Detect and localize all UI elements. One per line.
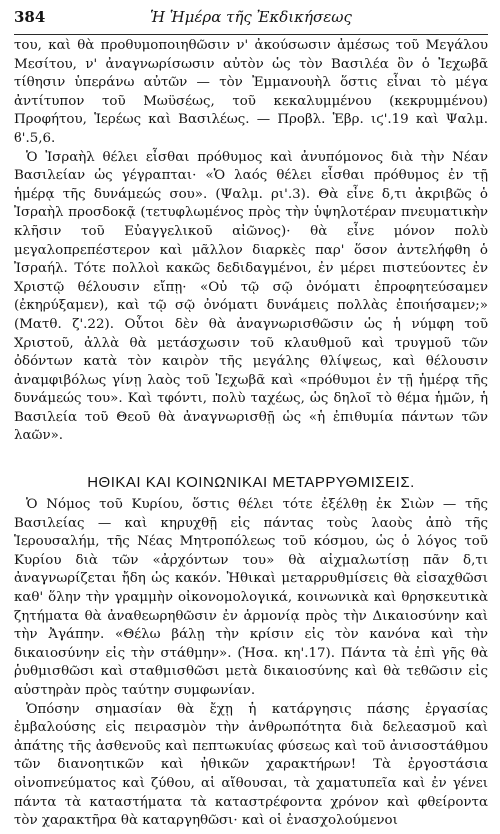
paragraph: Ὁ Ἰσραὴλ θέλει εἶσθαι πρόθυμος καὶ ἀνυπόμονος διὰ τὴν Νέαν Βασιλείαν ὡς γέγραπται· «Ὁ λαός θέλει εἶσθαι πρόθυμος ἐν τῇ ἡμέρᾳ τῆς δυνάμεώς σου». (Ψαλμ. ρι'.3). Θὰ εἶνε δ,τι ἀκριβῶς ὁ Ἰσραὴλ προσδοκᾷ (τετυφλωμένος πρὸς τὴν ὑψηλοτέραν πνευματικὴν κλῆσιν τοῦ Εὐαγγελικοῦ αἰῶνος)· θὰ εἶνε μόνον πολὺ μεγαλοπρεπέστερον καὶ μᾶλλον διαρκὲς παρ' ὅσον ἀντελήφθη ὁ Ἰσραήλ. Τότε πολλοὶ κακῶς δεδιδαγμένοι, ἐν μέρει πιστεύοντες ἐν Χριστῷ θέλουσιν εἴπῃ· «Οὐ τῷ σῷ ὀνόματι ἐπροφητεύσαμεν (ἐκηρύξαμεν), καὶ τῷ σῷ ὀνόματι δυνάμεις πολλὰς ἐποιήσαμεν;» (Ματθ. ζ'.22). Οὗτοι δὲν θὰ ἀναγνωρισθῶσιν ὡς ἡ νύμφη τοῦ Χριστοῦ, ἀλλὰ θὰ μετάσχωσιν τοῦ κλαυθμοῦ καὶ τρυγμοῦ τῶν ὀδόντων κατὰ τὸν καιρὸν τῆς μεγάλης θλίψεως, καὶ θέλουσιν ἀναμφιβόλως γίνῃ λαὸς τοῦ Ἰεχωβᾶ καὶ «πρόθυμοι ἐν τῇ ἡμέρᾳ τῆς δυνάμεώς του». Καὶ τφόντι, πολὺ ταχέως, ὡς δηλοῖ τὸ θέμα ἡμῶν, ἡ Βασιλεία τοῦ Θεοῦ θὰ ἀναγνωρισθῇ ὡς «ἡ ἐπιθυμία πάντων τῶν λαῶν». <box>14 149 488 444</box>
paragraph-continued: του, καὶ θὰ προθυμοποιηθῶσιν ν' ἀκούσωσιν ἀμέσως τοῦ Μεγάλου Μεσίτου, ν' ἀναγνωρίσωσιν αὐτὸν ὡς τὸν Βασιλέα ὃν ὁ Ἰεχωβᾶ τίθησιν ὑπεράνω αὐτῶν — τὸν Ἐμμανουὴλ ὅστις εἶναι τὸ μέγα ἀντίτυπον τοῦ Μωϋσέως, τοῦ κεκαλυμμένου (κεκρυμμένου) Προφήτου, Ἱερέως καὶ Βασιλέως. — Προβλ. Ἑβρ. ιϛ'.19 καὶ Ψαλμ. ϐ'.5,6. <box>14 38 488 146</box>
paragraph: Ὁ Νόμος τοῦ Κυρίου, ὅστις θέλει τότε ἐξέλθῃ ἐκ Σιὼν — τῆς Βασιλείας — καὶ κηρυχθῇ εἰς πάντας τοὺς λαοὺς ἀπὸ τῆς Ἱερουσαλήμ, τῆς Νέας Μητροπόλεως τοῦ κόσμου, ὡς ὁ λόγος τοῦ Κυρίου διὰ τῶν «ἀρχόντων του» θὰ αἰχμαλωτίσῃ πᾶν δ,τι ἀναγνωρίζεται ἤδη ὡς κακόν. Ἠθικαὶ μεταρρυθμίσεις θὰ εἰσαχθῶσι καθ' ὅλην τὴν γραμμὴν οἰκονομολογικά, κοινωνικὰ καὶ θρησκευτικὰ ζητήματα θὰ ἀναθεωρηθῶσιν ἐν ἁρμονίᾳ πρὸς τὴν Δικαιοσύνην καὶ τὴν Ἀγάπην. «Θέλω βάλῃ τὴν κρίσιν εἰς τὸν κανόνα καὶ τὴν δικαιοσύνην εἰς τὴν στάθμην». (Ἡσα. κη'.17). Πάντα τὰ ἐπὶ γῆς θὰ ῥυθμισθῶσι καὶ σταθμισθῶσι μετὰ δικαιοσύνης καὶ θὰ τεθῶσιν εἰς αὐστηρὰν πρὸς ταύτην συμφωνίαν. <box>14 497 488 698</box>
running-title: Ἡ Ἡμέρα τῆς Ἐκδικήσεως <box>150 8 352 26</box>
page-number: 384 <box>14 8 46 26</box>
section-heading: ΗΘΙΚΑΙ ΚΑΙ ΚΟΙΝΩΝΙΚΑΙ ΜΕΤΑΡΡΥΘΜΙΣΕΙΣ. <box>87 474 415 492</box>
page-header <box>14 6 488 35</box>
paragraph: Ὁπόσην σημασίαν θὰ ἔχῃ ἡ κατάργησις πάσης ἐργασίας ἐμβαλούσης εἰς πειρασμὸν τὴν ἀνθρωπότητα διὰ δελεασμοῦ καὶ ἀπάτης τῆς ἀσθενοῦς καὶ πεπτωκυίας φύσεως καὶ τοῦ ἀνισοστάθμου τῶν διανοητικῶν καὶ ἠθικῶν χαρακτήρων! Τὰ ἐργοστάσια οἰνοπνεύματος καὶ ζύθου, αἱ αἴθουσαι, τὰ χαματυπεῖα καὶ ἐν γένει πάντα τὰ καταστήματα τὰ καταστρέφοντα χρόνον καὶ φθείροντα τὸν χαρακτῆρα θὰ καταργηθῶσι· καὶ οἱ ἐνασχολούμενοι <box>14 701 488 829</box>
page-body <box>14 37 488 831</box>
